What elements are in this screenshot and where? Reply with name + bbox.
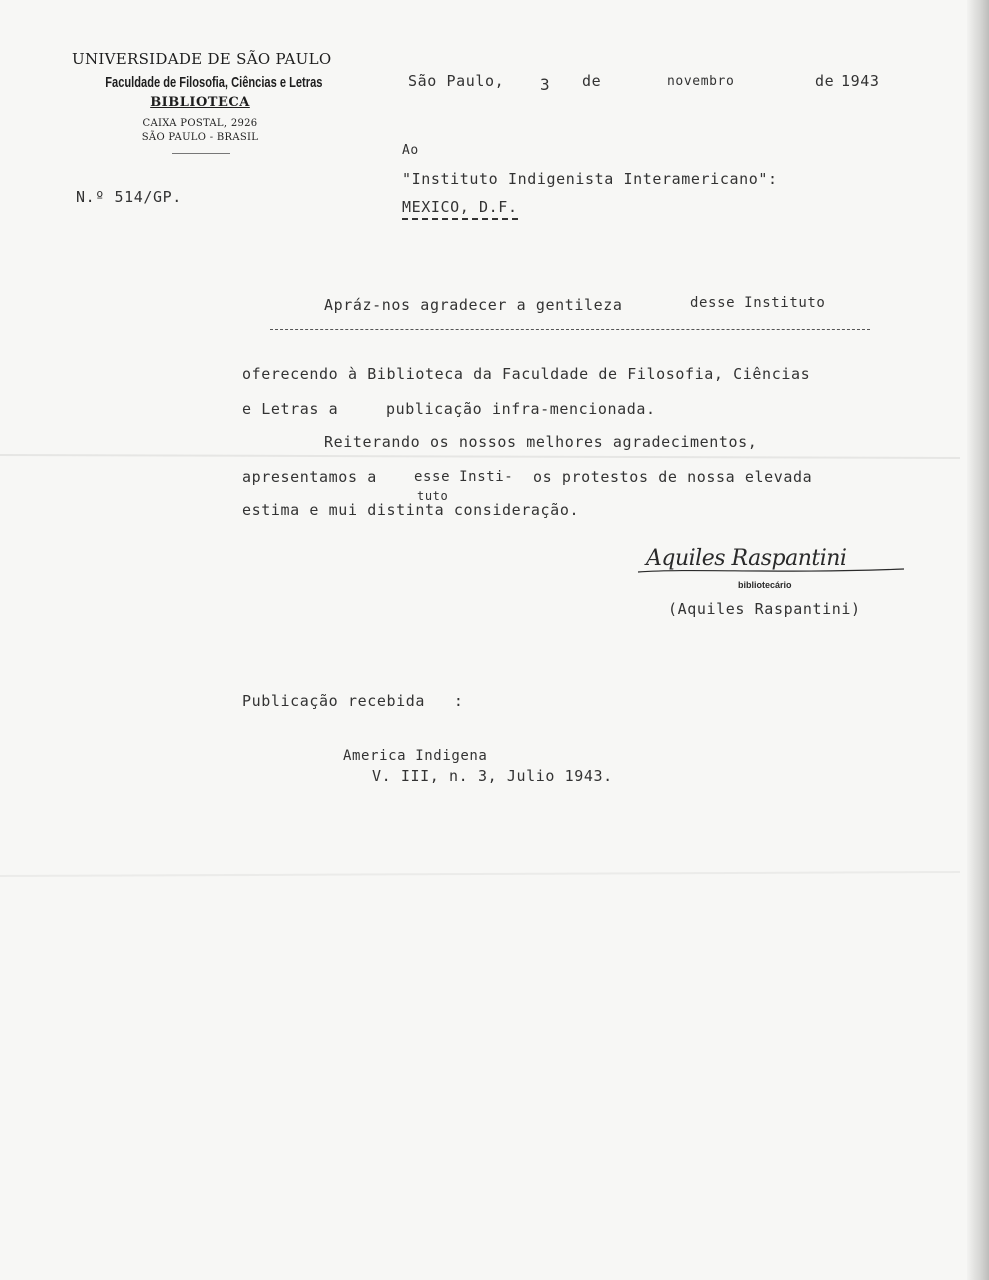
- date-de-1: de: [582, 72, 602, 90]
- signature-underline: [636, 564, 908, 578]
- date-year: 1943: [841, 72, 880, 90]
- body-line-1-insert: desse Instituto: [690, 295, 826, 311]
- recipient-salutation: Ao: [402, 143, 419, 158]
- date-month: novembro: [667, 74, 735, 89]
- body-line-4: Reiterando os nossos melhores agradecimentos,: [324, 433, 758, 451]
- handwritten-signature: Aquiles Raspantini: [646, 546, 847, 571]
- body-line-5a: apresentamos a: [242, 468, 377, 486]
- recipient-name: "Instituto Indigenista Interamericano":: [402, 170, 778, 188]
- body-line-2: oferecendo à Biblioteca da Faculdade de Filosofia, Ciências: [242, 365, 811, 383]
- signature-title: bibliotecário: [738, 580, 792, 590]
- letterhead-library: BIBLIOTECA: [150, 95, 250, 110]
- letterhead-faculty: Faculdade de Filosofia, Ciências e Letras: [105, 74, 323, 91]
- body-line-1: Apráz-nos agradecer a gentileza: [324, 296, 623, 314]
- letterhead-city: SÃO PAULO - BRASIL: [141, 132, 259, 143]
- publication-details: V. III, n. 3, Julio 1943.: [372, 767, 613, 785]
- publication-label: Publicação recebida :: [242, 692, 464, 710]
- date-day: 3: [540, 75, 551, 94]
- body-line-5-insert: esse Insti-: [414, 469, 514, 485]
- page-edge-shadow: [967, 0, 989, 1280]
- body-line-6-insert: tuto: [417, 489, 449, 503]
- letterhead-divider: [172, 153, 230, 154]
- body-line-6: estima e mui distinta consideração.: [242, 501, 580, 519]
- date-city: São Paulo,: [408, 72, 505, 90]
- date-de-2: de: [815, 72, 835, 90]
- dashed-rule: [270, 329, 870, 330]
- reference-number: N.º 514/GP.: [76, 188, 182, 206]
- body-line-3a: e Letras a: [242, 400, 339, 418]
- recipient-location: MEXICO, D.F.: [402, 198, 518, 220]
- body-line-3b: publicação infra-mencionada.: [386, 400, 656, 418]
- letterhead-university: UNIVERSIDADE DE SÃO PAULO: [72, 50, 332, 68]
- letterhead-po-box: CAIXA POSTAL, 2926: [142, 118, 258, 129]
- publication-title: America Indigena: [343, 748, 488, 764]
- body-line-5b: os protestos de nossa elevada: [533, 468, 813, 486]
- signatory-name: (Aquiles Raspantini): [668, 600, 861, 618]
